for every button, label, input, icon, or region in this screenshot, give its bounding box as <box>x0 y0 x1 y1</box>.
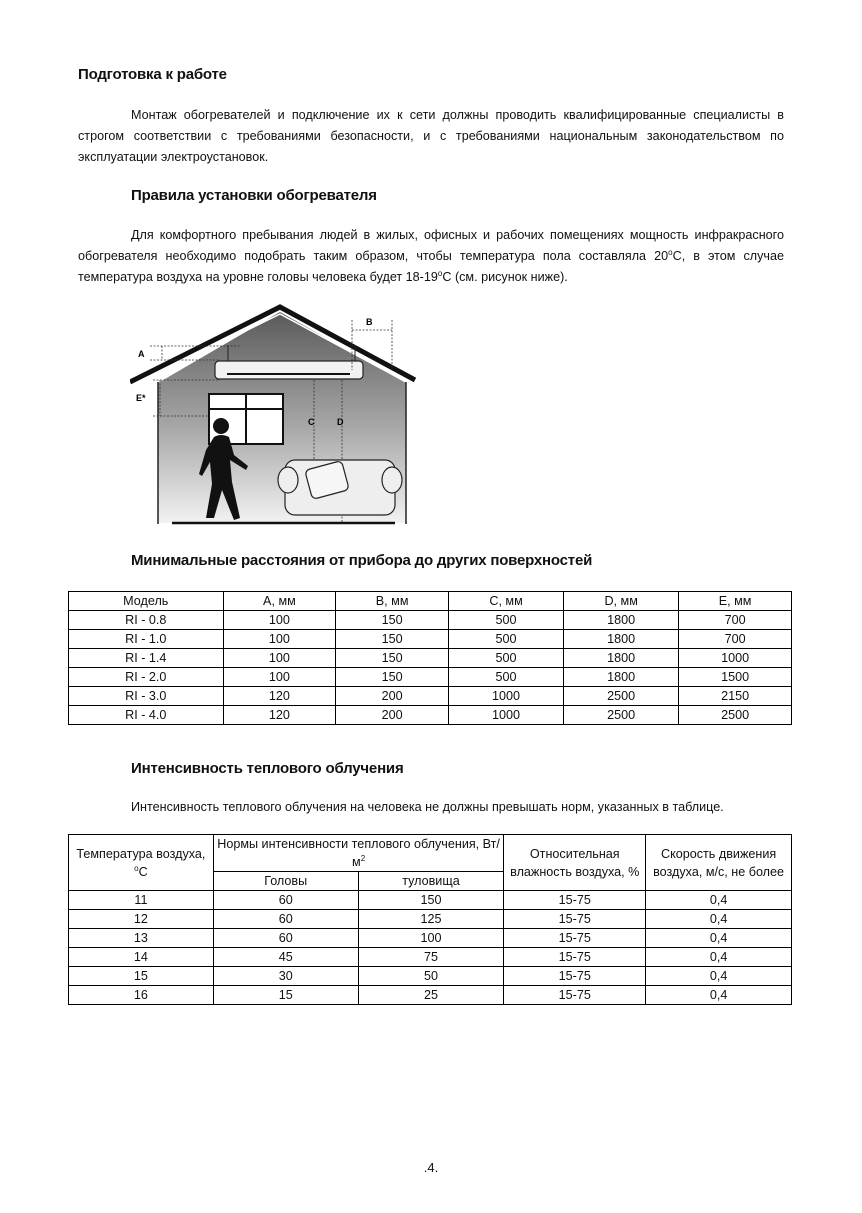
cell: 500 <box>449 668 564 687</box>
paragraph-preparation-text: Монтаж обогревателей и подключение их к сети должны проводить квалифицированные специалисты в строгом соответствии с требованиями безопасности, и с требованиями национальным законодательством по эксплуатации электроустановок. <box>78 108 784 164</box>
table-header-row <box>69 835 792 872</box>
cell: 15-75 <box>504 986 646 1005</box>
cell: 1500 <box>679 668 792 687</box>
cell: 11 <box>69 891 214 910</box>
cell: 0,4 <box>646 986 792 1005</box>
cell: 120 <box>223 687 336 706</box>
svg-text:B: B <box>366 317 373 327</box>
cell: 2500 <box>564 687 679 706</box>
cell: 0,4 <box>646 967 792 986</box>
cell: RI - 4.0 <box>69 706 224 725</box>
cell: 150 <box>336 630 449 649</box>
cell: 125 <box>358 910 504 929</box>
table-row <box>69 611 792 630</box>
cell: 15-75 <box>504 929 646 948</box>
cell: 500 <box>449 611 564 630</box>
cell: 0,4 <box>646 929 792 948</box>
section-title-intensity: Интенсивность теплового облучения <box>131 760 404 777</box>
table-row <box>69 891 792 910</box>
cell: 15 <box>69 967 214 986</box>
cell: 100 <box>223 649 336 668</box>
cell: 150 <box>358 891 504 910</box>
header-air-speed: Скорость движения воздуха, м/с, не более <box>646 835 792 891</box>
cell: 15-75 <box>504 891 646 910</box>
cell: 1800 <box>564 630 679 649</box>
installation-diagram <box>130 300 430 530</box>
table-row <box>69 929 792 948</box>
table-row <box>69 687 792 706</box>
cell: 45 <box>213 948 358 967</box>
page-number: .4. <box>423 1160 439 1175</box>
paragraph-preparation <box>78 105 784 168</box>
cell: 200 <box>336 706 449 725</box>
section-title-preparation: Подготовка к работе <box>78 66 227 83</box>
installation-text-1: Для комфортного пребывания людей в жилых, офисных и рабочих помещениях мощность инфракрасного обогревателя необходимо подобрать таким образом, чтобы температура пола составляла 20 <box>78 228 784 263</box>
cell: RI - 1.4 <box>69 649 224 668</box>
header-temperature: Температура воздуха, $^o$C <box>69 835 214 891</box>
cell: 15 <box>213 986 358 1005</box>
table-row <box>69 649 792 668</box>
table-row <box>69 668 792 687</box>
cell: 1000 <box>679 649 792 668</box>
cell: 2500 <box>679 706 792 725</box>
cell: 15-75 <box>504 910 646 929</box>
table-row <box>69 630 792 649</box>
header-c: C, мм <box>449 592 564 611</box>
cell: 1800 <box>564 649 679 668</box>
cell: 2150 <box>679 687 792 706</box>
cell: 100 <box>223 630 336 649</box>
svg-text:C: C <box>308 417 315 427</box>
section-title-distances: Минимальные расстояния от прибора до других поверхностей <box>131 552 593 569</box>
header-a: A, мм <box>223 592 336 611</box>
svg-text:D: D <box>337 417 344 427</box>
svg-text:E*: E* <box>136 393 146 403</box>
header-humidity: Относительная влажность воздуха, % <box>504 835 646 891</box>
cell: 0,4 <box>646 910 792 929</box>
cell: 50 <box>358 967 504 986</box>
cell: 1000 <box>449 687 564 706</box>
cell: 150 <box>336 611 449 630</box>
cell: 700 <box>679 630 792 649</box>
paragraph-installation <box>78 225 784 288</box>
cell: 30 <box>213 967 358 986</box>
cell: 1000 <box>449 706 564 725</box>
cell: 25 <box>358 986 504 1005</box>
cell: 100 <box>223 668 336 687</box>
cell: 500 <box>449 649 564 668</box>
cell: 60 <box>213 910 358 929</box>
paragraph-intensity: Интенсивность теплового облучения на человека не должны превышать норм, указанных в таблице. <box>131 800 724 814</box>
table-row <box>69 948 792 967</box>
cell: 200 <box>336 687 449 706</box>
installation-text-3: C (см. рисунок ниже). <box>442 270 568 284</box>
table-row <box>69 910 792 929</box>
cell: 16 <box>69 986 214 1005</box>
header-b: B, мм <box>336 592 449 611</box>
cell: RI - 3.0 <box>69 687 224 706</box>
table-header-row <box>69 592 792 611</box>
installation-text-2: C, в этом случае температура воздуха на уровне головы человека будет 18-19 <box>78 249 784 284</box>
cell: 700 <box>679 611 792 630</box>
cell: 150 <box>336 649 449 668</box>
cell: 120 <box>223 706 336 725</box>
cell: 15-75 <box>504 967 646 986</box>
cell: 12 <box>69 910 214 929</box>
section-title-installation: Правила установки обогревателя <box>131 187 377 204</box>
cell: 0,4 <box>646 891 792 910</box>
cell: RI - 0.8 <box>69 611 224 630</box>
header-model: Модель <box>69 592 224 611</box>
cell: 100 <box>358 929 504 948</box>
cell: 100 <box>223 611 336 630</box>
label-a: A <box>138 349 145 359</box>
header-norms: Нормы интенсивности теплового облучения, $Вт/м^2$ <box>213 835 504 872</box>
cell: RI - 2.0 <box>69 668 224 687</box>
header-torso: туловища <box>358 872 504 891</box>
degree-mark: o <box>437 269 443 278</box>
cell: 2500 <box>564 706 679 725</box>
cell: 14 <box>69 948 214 967</box>
cell: 15-75 <box>504 948 646 967</box>
cell: 75 <box>358 948 504 967</box>
degree-mark: o <box>668 248 673 257</box>
intensity-table <box>68 834 792 1005</box>
table-row <box>69 967 792 986</box>
cell: 60 <box>213 929 358 948</box>
header-e: E, мм <box>679 592 792 611</box>
cell: 1800 <box>564 611 679 630</box>
table-row <box>69 986 792 1005</box>
cell: 13 <box>69 929 214 948</box>
cell: 0,4 <box>646 948 792 967</box>
cell: RI - 1.0 <box>69 630 224 649</box>
house-diagram-icon <box>130 300 430 530</box>
header-d: D, мм <box>564 592 679 611</box>
cell: 150 <box>336 668 449 687</box>
header-head: Головы <box>213 872 358 891</box>
cell: 60 <box>213 891 358 910</box>
cell: 500 <box>449 630 564 649</box>
table-row <box>69 706 792 725</box>
distances-table <box>68 591 792 725</box>
cell: 1800 <box>564 668 679 687</box>
